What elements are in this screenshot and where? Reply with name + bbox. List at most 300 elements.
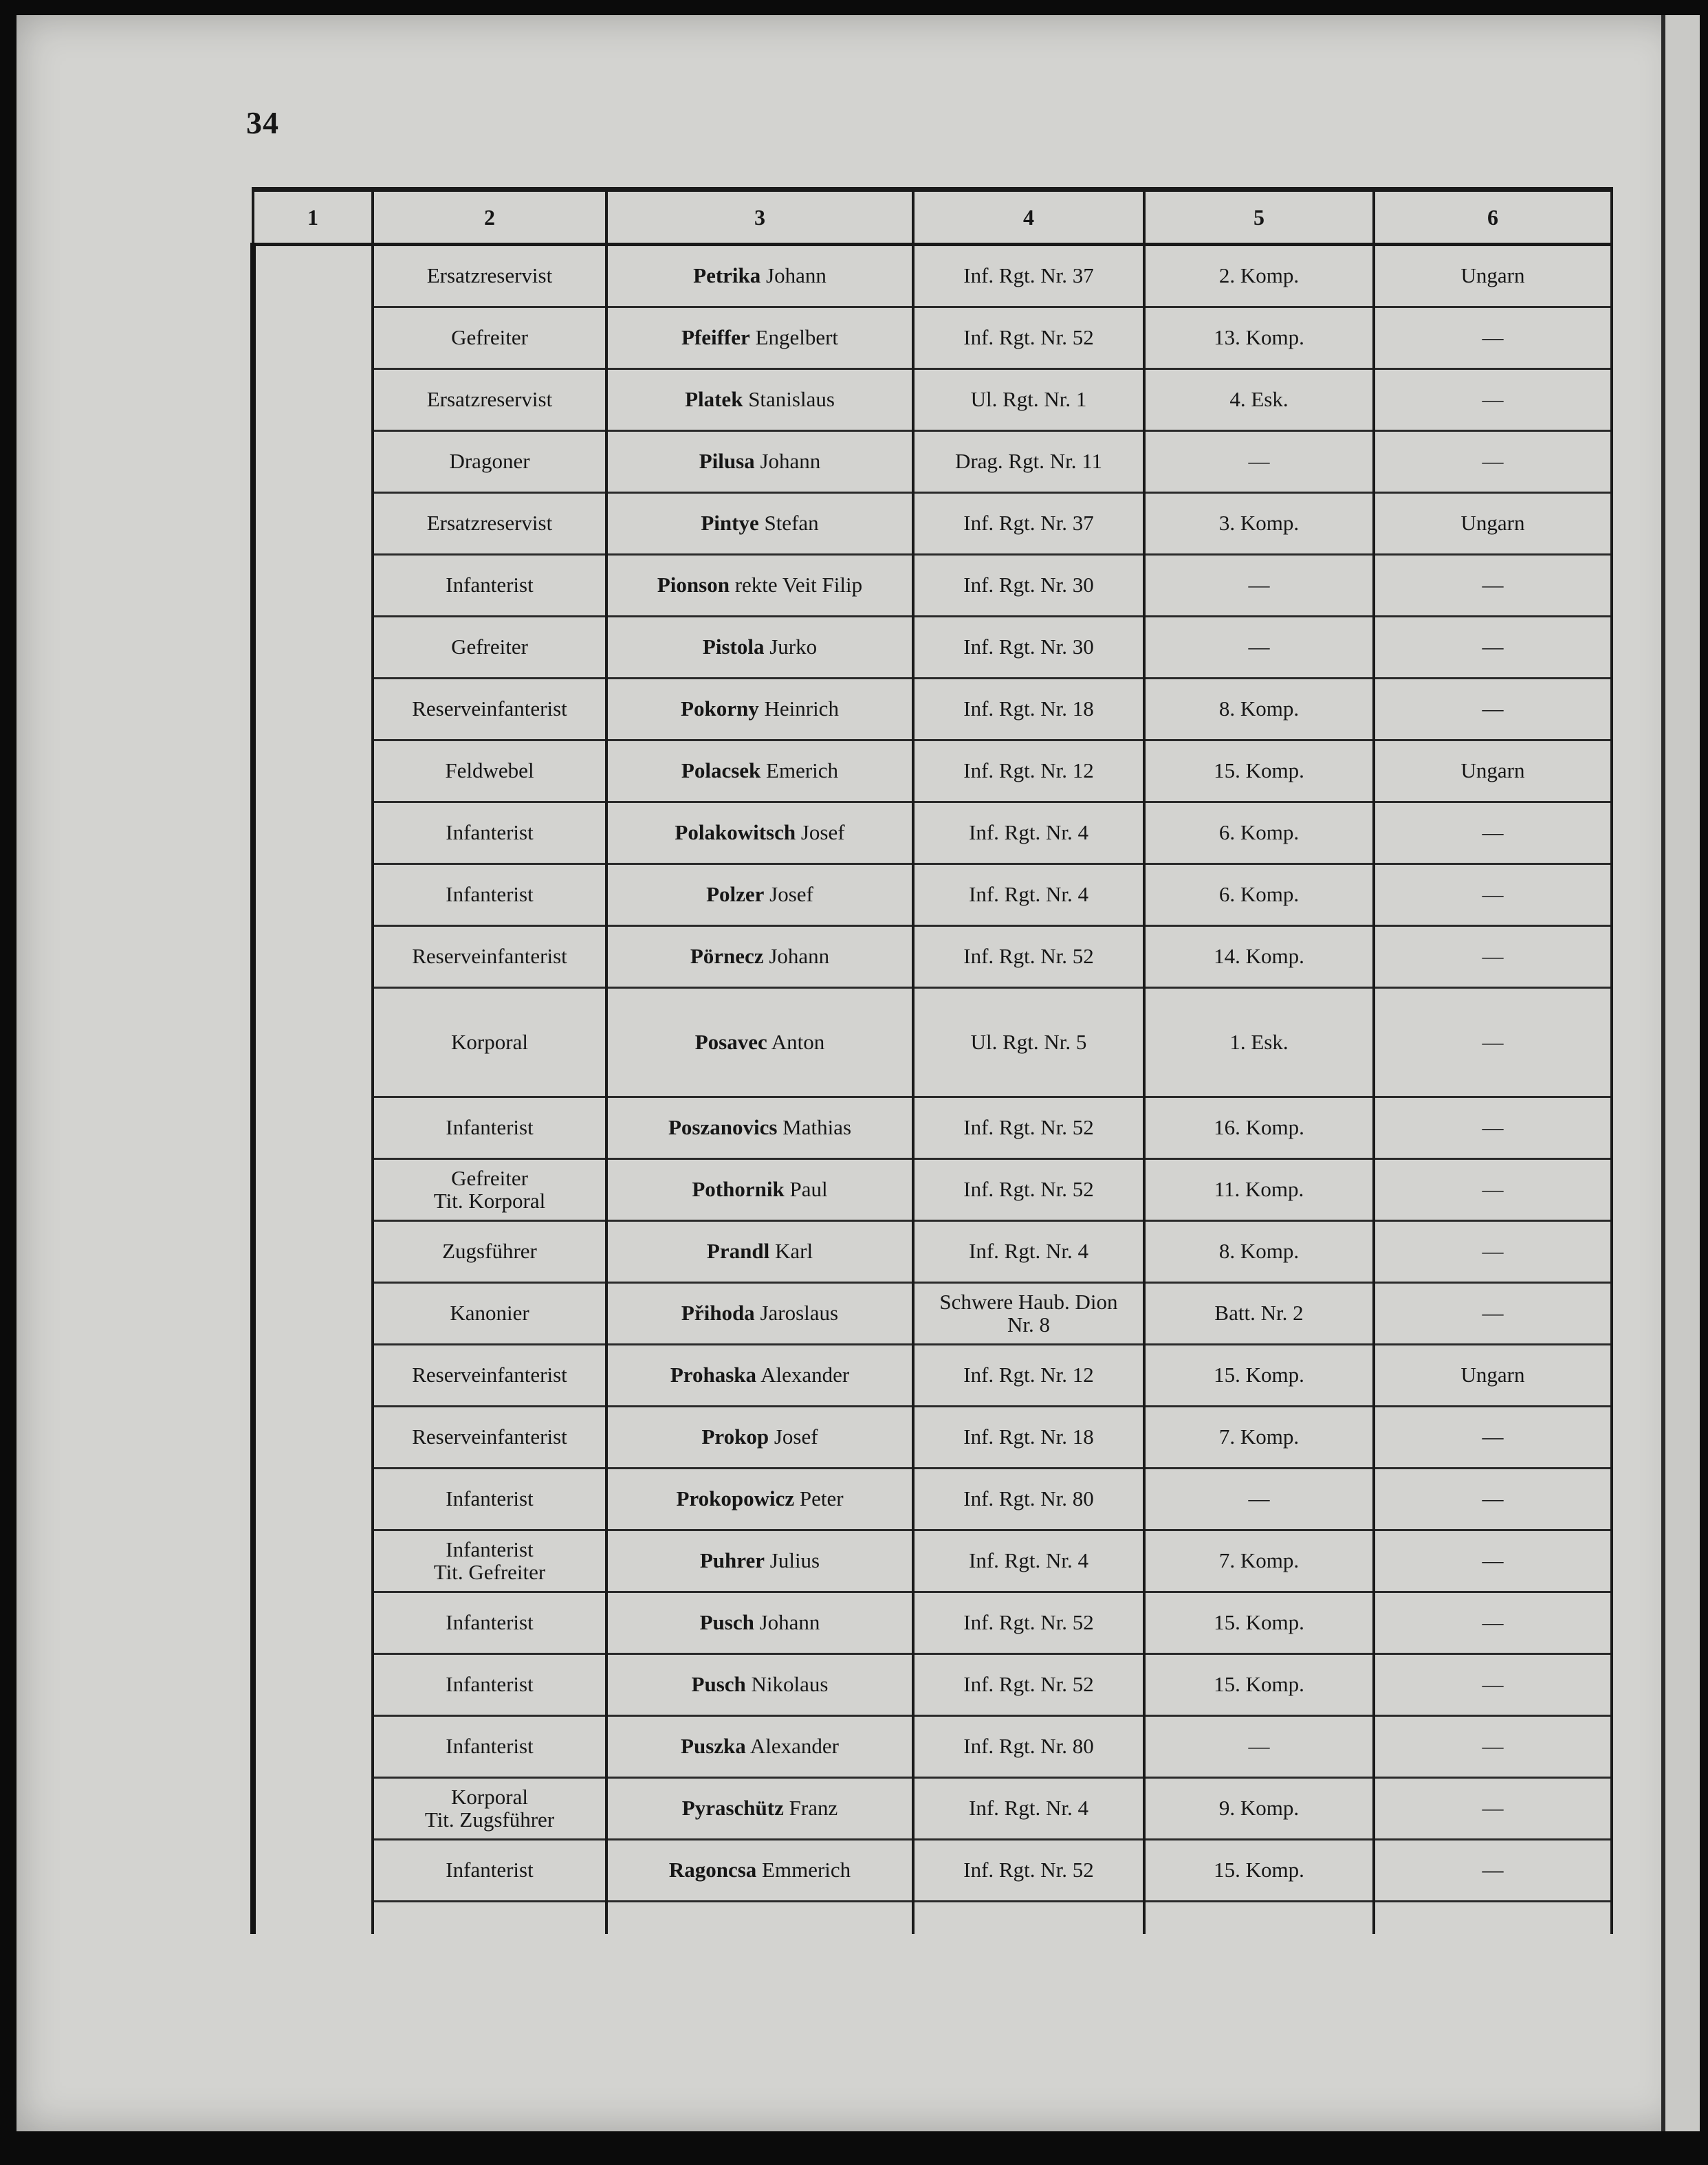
company-cell: 9. Komp. xyxy=(1144,1778,1374,1840)
table-row xyxy=(253,307,1612,369)
remark-cell: — xyxy=(1374,1097,1612,1159)
surname-text: Pintye xyxy=(701,511,759,536)
number-cell xyxy=(253,1283,373,1345)
rank-cell xyxy=(373,740,606,802)
surname-text: Poszanovics xyxy=(668,1115,778,1140)
empty-cell xyxy=(253,1902,373,1935)
given-name-text: Emmerich xyxy=(762,1858,851,1882)
table-row xyxy=(253,245,1612,307)
rank-cell xyxy=(373,802,606,864)
company-cell: 7. Komp. xyxy=(1144,1530,1374,1592)
number-cell xyxy=(253,802,373,864)
rank-text: Dragoner xyxy=(449,449,530,474)
table-row xyxy=(253,1407,1612,1469)
company-cell: 15. Komp. xyxy=(1144,1840,1374,1902)
company-cell: — xyxy=(1144,431,1374,493)
unit-text: Ul. Rgt. Nr. 1 xyxy=(970,387,1087,412)
unit-cell xyxy=(913,1097,1144,1159)
rank-cell xyxy=(373,1469,606,1530)
unit-cell xyxy=(913,1469,1144,1530)
remark-cell: — xyxy=(1374,1716,1612,1778)
name-cell xyxy=(606,1469,913,1530)
unit-text: Inf. Rgt. Nr. 12 xyxy=(963,1363,1094,1387)
given-name-text: Anton xyxy=(771,1029,825,1054)
remark-cell: — xyxy=(1374,926,1612,988)
rank-cell xyxy=(373,493,606,555)
company-cell: 3. Komp. xyxy=(1144,493,1374,555)
table-row xyxy=(253,1283,1612,1345)
unit-cell xyxy=(913,1654,1144,1716)
name-cell xyxy=(606,1654,913,1716)
surname-text: Pokorny xyxy=(681,696,759,721)
number-cell xyxy=(253,617,373,679)
unit-text: Drag. Rgt. Nr. 11 xyxy=(954,449,1103,474)
surname-text: Pusch xyxy=(699,1610,754,1635)
number-cell xyxy=(253,1159,373,1221)
rank-cell xyxy=(373,1716,606,1778)
rank-text: Reserveinfanterist xyxy=(412,696,567,721)
surname-text: Pilusa xyxy=(699,449,755,474)
unit-number-text: Nr. 8 xyxy=(1007,1312,1050,1337)
unit-text: Inf. Rgt. Nr. 4 xyxy=(969,882,1088,907)
unit-text: Inf. Rgt. Nr. 52 xyxy=(963,1115,1094,1140)
name-cell xyxy=(606,1407,913,1469)
company-cell: 2. Komp. xyxy=(1144,245,1374,307)
unit-text: Inf. Rgt. Nr. 30 xyxy=(963,635,1094,659)
name-cell xyxy=(606,679,913,740)
unit-text: Inf. Rgt. Nr. 4 xyxy=(969,1239,1088,1264)
unit-cell xyxy=(913,988,1144,1097)
name-cell xyxy=(606,802,913,864)
given-name-text: Jurko xyxy=(769,635,818,659)
remark-cell: — xyxy=(1374,1654,1612,1716)
rank-text: Infanterist xyxy=(446,1610,534,1635)
surname-text: Pörnecz xyxy=(690,944,764,969)
unit-text: Inf. Rgt. Nr. 52 xyxy=(963,1858,1094,1882)
rank-text: Gefreiter xyxy=(451,325,528,350)
table-row xyxy=(253,1469,1612,1530)
number-cell xyxy=(253,1716,373,1778)
company-cell: 14. Komp. xyxy=(1144,926,1374,988)
remark-cell: — xyxy=(1374,1840,1612,1902)
table-row xyxy=(253,493,1612,555)
remark-cell: — xyxy=(1374,864,1612,926)
table-row xyxy=(253,555,1612,617)
remark-cell: — xyxy=(1374,431,1612,493)
rank-cell xyxy=(373,1654,606,1716)
unit-text: Inf. Rgt. Nr. 52 xyxy=(963,325,1094,350)
surname-text: Pfeiffer xyxy=(681,325,750,350)
company-cell: — xyxy=(1144,617,1374,679)
surname-text: Ragoncsa xyxy=(668,1858,757,1882)
number-cell xyxy=(253,369,373,431)
table-row xyxy=(253,740,1612,802)
rank-text: Feldwebel xyxy=(445,758,534,783)
name-cell xyxy=(606,1778,913,1840)
given-name-text: Julius xyxy=(769,1548,820,1573)
unit-cell xyxy=(913,493,1144,555)
rank-text: Gefreiter xyxy=(451,1165,528,1190)
table-row xyxy=(253,1159,1612,1221)
company-cell: 11. Komp. xyxy=(1144,1159,1374,1221)
given-name-text: Heinrich xyxy=(764,696,839,721)
given-name-text: Peter xyxy=(799,1486,844,1511)
column-header-5: 5 xyxy=(1144,190,1374,245)
name-cell xyxy=(606,1159,913,1221)
number-cell xyxy=(253,1592,373,1654)
empty-cell xyxy=(606,1902,913,1935)
surname-text: Prandl xyxy=(706,1239,770,1264)
number-cell xyxy=(253,926,373,988)
company-cell: Batt. Nr. 2 xyxy=(1144,1283,1374,1345)
rank-title-text: Tit. Korporal xyxy=(433,1188,546,1213)
surname-text: Prohaska xyxy=(670,1363,757,1387)
column-header-1: 1 xyxy=(253,190,373,245)
number-cell xyxy=(253,1654,373,1716)
surname-text: Puszka xyxy=(681,1734,746,1759)
unit-cell xyxy=(913,1716,1144,1778)
remark-cell: — xyxy=(1374,1407,1612,1469)
remark-cell: — xyxy=(1374,555,1612,617)
rank-text: Infanterist xyxy=(446,1537,534,1561)
remark-cell: Ungarn xyxy=(1374,1345,1612,1407)
company-cell: 15. Komp. xyxy=(1144,1345,1374,1407)
number-cell xyxy=(253,431,373,493)
given-name-text: Paul xyxy=(789,1177,828,1202)
remark-cell: — xyxy=(1374,1221,1612,1283)
name-cell xyxy=(606,1592,913,1654)
rank-text: Infanterist xyxy=(446,573,534,597)
empty-cell xyxy=(1144,1902,1374,1935)
unit-text: Inf. Rgt. Nr. 37 xyxy=(963,511,1094,536)
given-name-text: Nikolaus xyxy=(751,1672,829,1697)
rank-text: Ersatzreservist xyxy=(426,263,553,288)
rank-cell xyxy=(373,1592,606,1654)
remark-cell: — xyxy=(1374,1592,1612,1654)
surname-text: Prokopowicz xyxy=(676,1486,795,1511)
number-cell xyxy=(253,864,373,926)
rank-text: Infanterist xyxy=(446,1486,534,1511)
unit-cell xyxy=(913,555,1144,617)
table-row xyxy=(253,1221,1612,1283)
rank-cell xyxy=(373,864,606,926)
surname-text: Pothornik xyxy=(692,1177,785,1202)
rank-cell xyxy=(373,1345,606,1407)
table-row xyxy=(253,431,1612,493)
number-cell xyxy=(253,1345,373,1407)
surname-text: Polzer xyxy=(706,882,765,907)
column-header-4: 4 xyxy=(913,190,1144,245)
company-cell: 4. Esk. xyxy=(1144,369,1374,431)
remark-cell: — xyxy=(1374,802,1612,864)
name-cell xyxy=(606,1283,913,1345)
rank-cell xyxy=(373,1407,606,1469)
name-cell xyxy=(606,431,913,493)
name-cell xyxy=(606,1840,913,1902)
table-row xyxy=(253,802,1612,864)
table-row xyxy=(253,617,1612,679)
company-cell: 7. Komp. xyxy=(1144,1407,1374,1469)
number-cell xyxy=(253,740,373,802)
unit-text: Inf. Rgt. Nr. 4 xyxy=(969,1548,1088,1573)
rank-text: Kanonier xyxy=(450,1301,529,1326)
unit-text: Inf. Rgt. Nr. 30 xyxy=(963,573,1094,597)
given-name-text: Alexander xyxy=(760,1363,850,1387)
rank-cell xyxy=(373,926,606,988)
name-cell xyxy=(606,617,913,679)
remark-cell: — xyxy=(1374,617,1612,679)
rank-cell xyxy=(373,1840,606,1902)
company-cell: — xyxy=(1144,1469,1374,1530)
table-row xyxy=(253,1778,1612,1840)
rank-title-text: Tit. Zugsführer xyxy=(424,1807,555,1832)
number-cell xyxy=(253,988,373,1097)
unit-text: Inf. Rgt. Nr. 12 xyxy=(963,758,1094,783)
name-cell xyxy=(606,245,913,307)
given-name-text: Johann xyxy=(759,1610,820,1635)
given-name-text: Stanislaus xyxy=(748,387,835,412)
number-cell xyxy=(253,1530,373,1592)
unit-cell xyxy=(913,1778,1144,1840)
company-cell: 1. Esk. xyxy=(1144,988,1374,1097)
unit-text: Inf. Rgt. Nr. 18 xyxy=(963,1425,1094,1449)
table-row xyxy=(253,369,1612,431)
name-cell xyxy=(606,740,913,802)
column-header-2: 2 xyxy=(373,190,606,245)
rank-text: Zugsführer xyxy=(442,1239,537,1264)
column-header-6: 6 xyxy=(1374,190,1612,245)
name-cell xyxy=(606,1716,913,1778)
surname-text: Polacsek xyxy=(681,758,761,783)
rank-text: Infanterist xyxy=(446,820,534,845)
name-cell xyxy=(606,1221,913,1283)
rank-text: Korporal xyxy=(451,1784,528,1809)
remark-cell: — xyxy=(1374,1469,1612,1530)
table-row xyxy=(253,1654,1612,1716)
company-cell: 6. Komp. xyxy=(1144,802,1374,864)
casualty-list-table xyxy=(250,187,1609,1988)
table-row xyxy=(253,1592,1612,1654)
unit-text: Inf. Rgt. Nr. 4 xyxy=(969,1796,1088,1821)
given-name-text: Johann xyxy=(760,449,821,474)
given-name-text: Stefan xyxy=(764,511,819,536)
empty-cell xyxy=(373,1902,606,1935)
given-name-text: Emerich xyxy=(766,758,839,783)
unit-cell xyxy=(913,1283,1144,1345)
unit-cell xyxy=(913,1592,1144,1654)
table-row xyxy=(253,1097,1612,1159)
rank-cell xyxy=(373,988,606,1097)
rank-text: Ersatzreservist xyxy=(426,387,553,412)
column-header-3: 3 xyxy=(606,190,913,245)
surname-text: Pistola xyxy=(702,635,765,659)
name-cell xyxy=(606,1345,913,1407)
name-cell xyxy=(606,369,913,431)
table-row xyxy=(253,1716,1612,1778)
rank-text: Infanterist xyxy=(446,1672,534,1697)
unit-text: Inf. Rgt. Nr. 52 xyxy=(963,1177,1094,1202)
unit-text: Inf. Rgt. Nr. 4 xyxy=(969,820,1088,845)
unit-text: Inf. Rgt. Nr. 52 xyxy=(963,944,1094,969)
company-cell: — xyxy=(1144,1716,1374,1778)
company-cell: — xyxy=(1144,555,1374,617)
unit-cell xyxy=(913,864,1144,926)
rank-text: Infanterist xyxy=(446,1858,534,1882)
table-row xyxy=(253,926,1612,988)
table-row xyxy=(253,988,1612,1097)
table-row xyxy=(253,1530,1612,1592)
remark-cell: — xyxy=(1374,307,1612,369)
company-cell: 15. Komp. xyxy=(1144,1654,1374,1716)
table-continuation-row xyxy=(253,1902,1612,1935)
unit-cell xyxy=(913,926,1144,988)
name-cell xyxy=(606,864,913,926)
rank-text: Reserveinfanterist xyxy=(412,1363,567,1387)
given-name-text: Josef xyxy=(774,1425,818,1449)
rank-cell xyxy=(373,245,606,307)
unit-cell xyxy=(913,1221,1144,1283)
remark-cell: Ungarn xyxy=(1374,493,1612,555)
rank-text: Reserveinfanterist xyxy=(412,944,567,969)
rank-cell xyxy=(373,679,606,740)
given-name-text: rekte Veit Filip xyxy=(734,573,863,597)
number-cell xyxy=(253,1221,373,1283)
rank-title-text: Tit. Gefreiter xyxy=(433,1559,546,1584)
unit-cell xyxy=(913,307,1144,369)
surname-text: Prokop xyxy=(701,1425,769,1449)
unit-text: Schwere Haub. Dion xyxy=(939,1289,1118,1314)
unit-cell xyxy=(913,431,1144,493)
name-cell xyxy=(606,493,913,555)
number-cell xyxy=(253,1778,373,1840)
given-name-text: Johann xyxy=(769,944,830,969)
company-cell: 13. Komp. xyxy=(1144,307,1374,369)
remark-cell: — xyxy=(1374,1530,1612,1592)
number-cell xyxy=(253,307,373,369)
page-number: 34 xyxy=(246,105,279,140)
rank-cell xyxy=(373,431,606,493)
surname-text: Pyraschütz xyxy=(681,1796,784,1821)
remark-cell: — xyxy=(1374,1778,1612,1840)
table-row xyxy=(253,1840,1612,1902)
unit-text: Inf. Rgt. Nr. 80 xyxy=(963,1734,1094,1759)
unit-cell xyxy=(913,617,1144,679)
unit-text: Inf. Rgt. Nr. 52 xyxy=(963,1610,1094,1635)
name-cell xyxy=(606,926,913,988)
given-name-text: Josef xyxy=(800,820,845,845)
empty-cell xyxy=(1374,1902,1612,1935)
unit-cell xyxy=(913,1407,1144,1469)
name-cell xyxy=(606,1530,913,1592)
company-cell: 15. Komp. xyxy=(1144,1592,1374,1654)
surname-text: Polakowitsch xyxy=(675,820,796,845)
rank-text: Reserveinfanterist xyxy=(412,1425,567,1449)
name-cell xyxy=(606,988,913,1097)
remark-cell: Ungarn xyxy=(1374,740,1612,802)
rank-text: Ersatzreservist xyxy=(426,511,553,536)
company-cell: 8. Komp. xyxy=(1144,1221,1374,1283)
unit-cell xyxy=(913,1840,1144,1902)
given-name-text: Karl xyxy=(774,1239,813,1264)
given-name-text: Mathias xyxy=(782,1115,852,1140)
unit-cell xyxy=(913,1345,1144,1407)
company-cell: 6. Komp. xyxy=(1144,864,1374,926)
rank-cell xyxy=(373,369,606,431)
unit-cell xyxy=(913,245,1144,307)
unit-text: Inf. Rgt. Nr. 18 xyxy=(963,696,1094,721)
rank-text: Infanterist xyxy=(446,1115,534,1140)
number-cell xyxy=(253,679,373,740)
table-row xyxy=(253,864,1612,926)
number-cell xyxy=(253,245,373,307)
remark-cell: — xyxy=(1374,988,1612,1097)
rank-cell xyxy=(373,555,606,617)
name-cell xyxy=(606,555,913,617)
given-name-text: Alexander xyxy=(749,1734,839,1759)
surname-text: Platek xyxy=(685,387,743,412)
company-cell: 16. Komp. xyxy=(1144,1097,1374,1159)
given-name-text: Jaroslaus xyxy=(760,1301,839,1326)
rank-text: Korporal xyxy=(451,1029,528,1054)
remark-cell: — xyxy=(1374,369,1612,431)
remark-cell: — xyxy=(1374,1159,1612,1221)
column-number-row xyxy=(253,190,1612,245)
given-name-text: Franz xyxy=(789,1796,838,1821)
number-cell xyxy=(253,1469,373,1530)
surname-text: Pusch xyxy=(691,1672,746,1697)
rank-cell xyxy=(373,617,606,679)
rank-cell xyxy=(373,1530,606,1592)
surname-text: Přihoda xyxy=(681,1301,755,1326)
rank-cell xyxy=(373,1778,606,1840)
surname-text: Puhrer xyxy=(699,1548,765,1573)
rank-text: Infanterist xyxy=(446,882,534,907)
unit-cell xyxy=(913,1159,1144,1221)
remark-cell: Ungarn xyxy=(1374,245,1612,307)
unit-cell xyxy=(913,802,1144,864)
facing-page-edge xyxy=(1661,15,1700,2131)
remark-cell: — xyxy=(1374,679,1612,740)
table-row xyxy=(253,1345,1612,1407)
unit-text: Inf. Rgt. Nr. 80 xyxy=(963,1486,1094,1511)
number-cell xyxy=(253,493,373,555)
name-cell xyxy=(606,1097,913,1159)
surname-text: Posavec xyxy=(694,1029,767,1054)
empty-cell xyxy=(913,1902,1144,1935)
unit-cell xyxy=(913,679,1144,740)
given-name-text: Josef xyxy=(769,882,813,907)
number-cell xyxy=(253,1097,373,1159)
rank-text: Gefreiter xyxy=(451,635,528,659)
unit-cell xyxy=(913,1530,1144,1592)
remark-cell: — xyxy=(1374,1283,1612,1345)
surname-text: Petrika xyxy=(693,263,761,288)
company-cell: 8. Komp. xyxy=(1144,679,1374,740)
rank-cell xyxy=(373,1283,606,1345)
unit-text: Inf. Rgt. Nr. 37 xyxy=(963,263,1094,288)
unit-text: Inf. Rgt. Nr. 52 xyxy=(963,1672,1094,1697)
company-cell: 15. Komp. xyxy=(1144,740,1374,802)
surname-text: Pionson xyxy=(657,573,730,597)
name-cell xyxy=(606,307,913,369)
rank-cell xyxy=(373,307,606,369)
unit-cell xyxy=(913,369,1144,431)
number-cell xyxy=(253,555,373,617)
rank-text: Infanterist xyxy=(446,1734,534,1759)
number-cell xyxy=(253,1407,373,1469)
number-cell xyxy=(253,1840,373,1902)
rank-cell xyxy=(373,1159,606,1221)
